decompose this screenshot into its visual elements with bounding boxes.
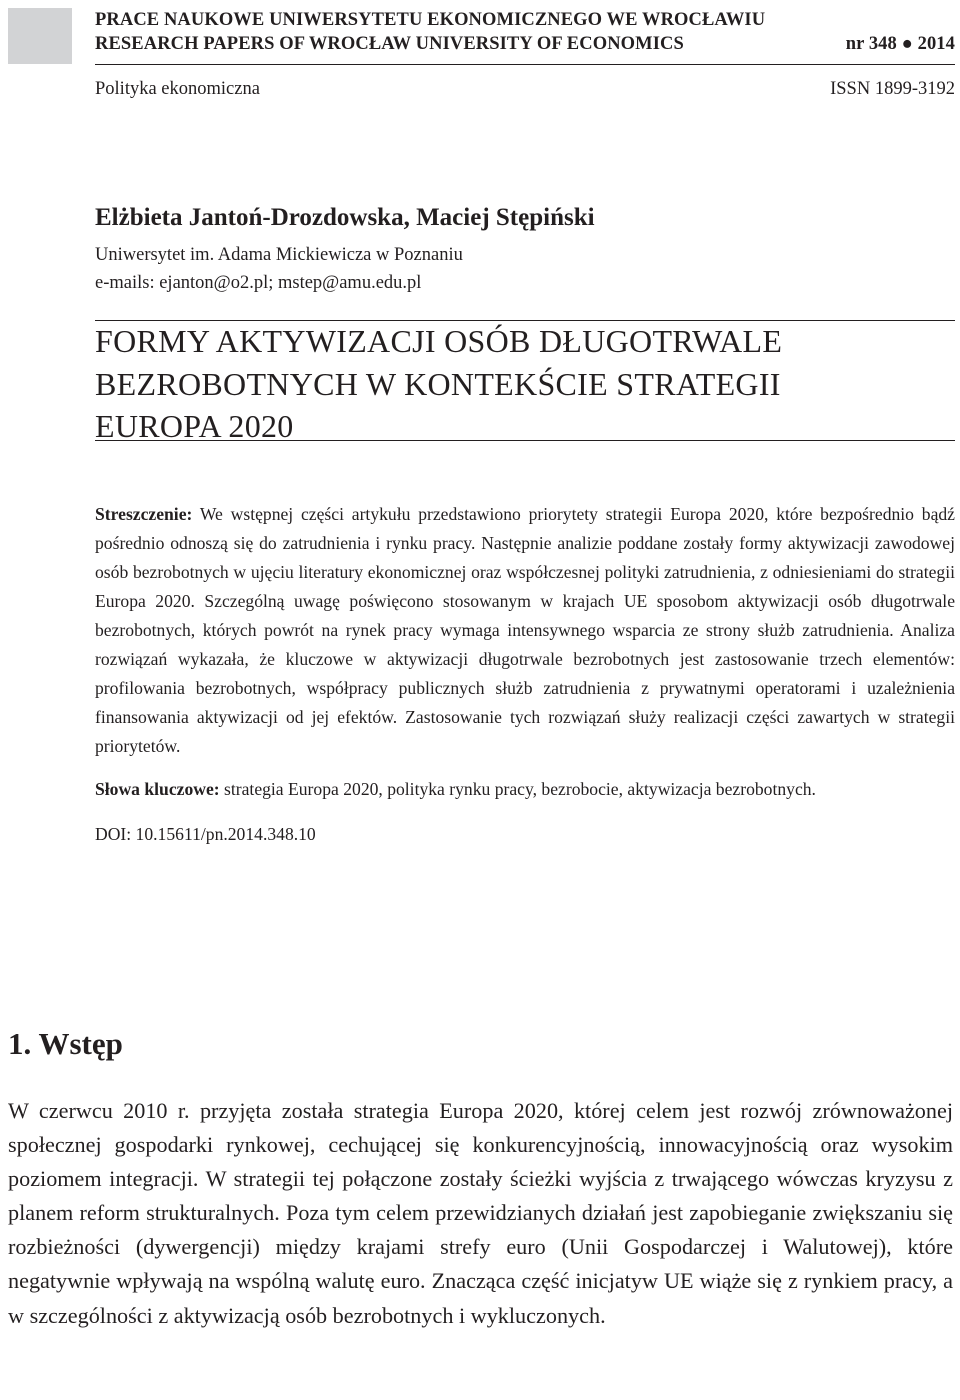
series-header [95,8,955,56]
title-line-1: FORMY AKTYWIZACJI OSÓB DŁUGOTRWALE [95,323,783,359]
abstract-label: Streszczenie: [95,504,193,524]
doi: DOI: 10.15611/pn.2014.348.10 [95,824,316,844]
issue-number: nr 348 ● 2014 [845,34,955,54]
series-title-en: RESEARCH PAPERS OF WROCŁAW UNIVERSITY OF ECONOMICS [95,34,684,54]
keywords-paragraph [95,775,955,804]
series-marker [8,8,72,64]
article-title [95,320,955,448]
author-emails: e-mails: ejanton@o2.pl; mstep@amu.edu.pl [95,273,422,293]
series-title-pl: PRACE NAUKOWE UNIWERSYTETU EKONOMICZNEGO WE WROCŁAWIU [95,10,766,30]
issn: ISSN 1899-3192 [830,79,955,99]
affiliation: Uniwersytet im. Adama Mickiewicza w Poznaniu [95,245,463,265]
keywords-text: strategia Europa 2020, polityka rynku pracy, bezrobocie, aktywizacja bezrobotnych. [219,779,816,799]
section-heading: 1. Wstęp [8,1026,123,1061]
series-title-en-row [95,32,955,56]
title-line-3: EUROPA 2020 [95,408,294,444]
abstract-block [95,500,955,849]
author-names: Elżbieta Jantoń-Drozdowska, Maciej Stępiński [95,204,595,231]
journal-name: Polityka ekonomiczna [95,79,260,99]
body-text [8,1094,953,1333]
body-paragraph: W czerwcu 2010 r. przyjęta została strategia Europa 2020, której celem jest rozwój zrównoważonej społecznej gospodarki rynkowej, cechującej się konkurencyjnością, innowacyjnością oraz wysokim poziomem integracji. W strategii tej połączone zostały ścieżki wyjścia z trwającego wówczas kryzysu z planem reform strukturalnych. Poza tym celem przewidzianych działań jest zapobieganie zwiększaniu się rozbieżności (dywergencji) między krajami strefy euro (Unii Gospodarczej i Walutowej), które negatywnie wpływają na wspólną walutę euro. Znacząca część inicjatyw UE wiąże się z rynkiem pracy, a w szczególności z aktywizacją osób bezrobotnych i wykluczonych. [8,1098,953,1328]
abstract-paragraph [95,500,955,761]
title-line-2: BEZROBOTNYCH W KONTEKŚCIE STRATEGII [95,365,781,402]
header-divider [95,64,955,65]
keywords-label: Słowa kluczowe: [95,779,220,799]
journal-line [95,78,955,100]
title-rule-bottom [95,440,955,441]
abstract-text: We wstępnej części artykułu przedstawiono priorytety strategii Europa 2020, które bezpośrednio bądź pośrednio odnoszą się do zatrudnienia i rynku pracy. Następnie analizie poddane zostały formy aktywizacji zawodowej osób bezrobotnych w ujęciu literatury ekonomicznej oraz współczesnej polityki zatrudnienia, z odniesieniami do strategii Europa 2020. Szczególną uwagę poświęcono stosowanym w krajach UE sposobom aktywizacji osób długotrwale bezrobotnych, których powrót na rynek pracy wymaga intensywnego wsparcia ze strony służb zatrudnienia. Analiza rozwiązań wykazała, że kluczowe w aktywizacji długotrwale bezrobotnych jest zastosowanie trzech elementów: profilowania bezrobotnych, współpracy publicznych służb zatrudnienia z prywatnymi operatorami i uzależnienia finansowania aktywizacji od jej efektów. Zastosowanie tych rozwiązań służy realizacji części zawartych w strategii priorytetów. [95,504,955,756]
